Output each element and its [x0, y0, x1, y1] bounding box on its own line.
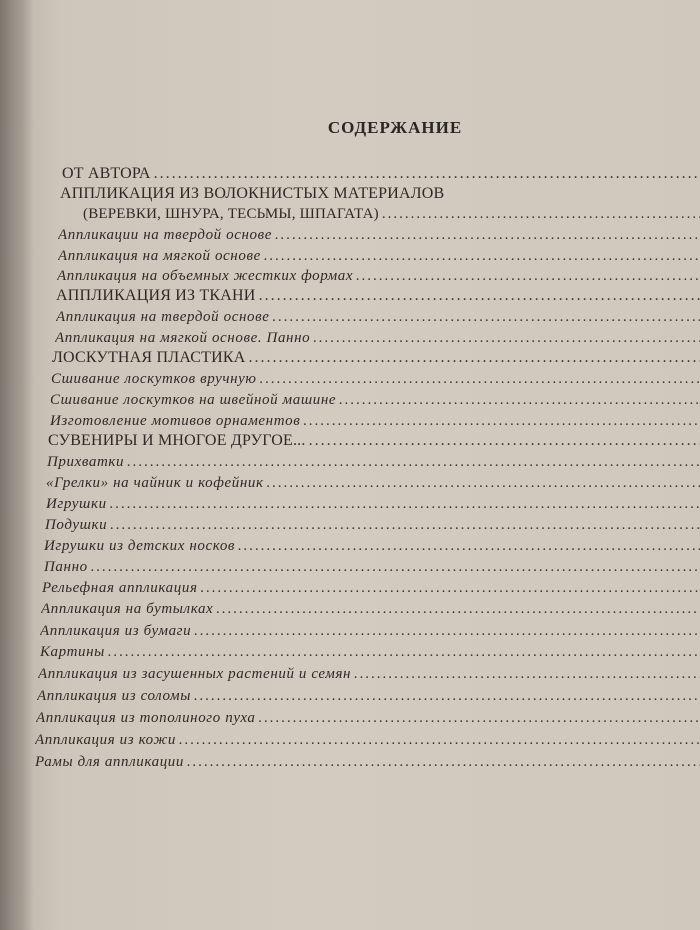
toc-entry — [42, 580, 700, 597]
leader-dots — [313, 330, 700, 347]
leader-dots — [260, 371, 700, 388]
toc-entry-label: СУВЕНИРЫ И МНОГОЕ ДРУГОЕ... — [48, 432, 306, 449]
toc-entry-label: Аппликация на мягкой основе. Панно — [55, 330, 311, 346]
toc-entry — [46, 496, 700, 513]
leader-dots — [194, 688, 700, 705]
toc-entry-label: Изготовление мотивов орнаментов — [50, 413, 301, 429]
toc-entry-label: Картины — [40, 644, 105, 660]
toc-entry — [60, 185, 700, 203]
toc-entry-label: ОТ АВТОРА — [62, 165, 151, 182]
toc-entry-label: Аппликация на мягкой основе — [58, 248, 261, 264]
toc-entry-label: Аппликация из тополиного пуха — [36, 710, 256, 726]
leader-dots — [108, 644, 700, 661]
toc-entry-label: «Грелки» на чайник и кофейник — [46, 475, 264, 491]
page-title: СОДЕРЖАНИЕ — [327, 118, 463, 137]
leader-dots — [264, 248, 700, 265]
toc-entry-label: Рельефная аппликация — [42, 580, 198, 596]
leader-dots — [179, 732, 700, 749]
toc-entry — [35, 732, 700, 749]
toc-entry-label: Аппликация на бутылках — [41, 601, 214, 617]
toc-entry-label: Аппликации на твердой основе — [58, 227, 272, 243]
toc-entry — [40, 623, 700, 640]
toc-entry — [44, 538, 700, 555]
toc-entry-label: (ВЕРЕВКИ, ШНУРА, ТЕСЬМЫ, ШПАГАТА) — [83, 206, 379, 222]
toc-entry — [48, 432, 700, 450]
toc-entry-label: Панно — [44, 559, 88, 575]
leader-dots — [154, 165, 700, 183]
toc-entry — [57, 268, 700, 285]
leader-dots — [249, 349, 700, 367]
toc-entry — [37, 688, 700, 705]
toc-entry — [58, 227, 700, 244]
toc-entry — [45, 517, 700, 534]
toc-entry-label: Аппликация на объемных жестких формах — [57, 268, 354, 284]
toc-entry — [56, 287, 700, 305]
toc-entry — [41, 601, 700, 618]
toc-entry-label: Аппликация из засушенных растений и семян — [38, 666, 352, 682]
toc-entry-label: АППЛИКАЦИЯ ИЗ ВОЛОКНИСТЫХ МАТЕРИАЛОВ — [60, 185, 445, 202]
leader-dots — [194, 623, 700, 640]
toc-entry — [51, 371, 700, 388]
toc-entry — [35, 754, 700, 771]
leader-dots — [110, 517, 700, 534]
toc-entry-label: ЛОСКУТНАЯ ПЛАСТИКА — [52, 349, 246, 366]
leader-dots — [201, 580, 700, 597]
toc-entry — [83, 206, 700, 223]
leader-dots — [238, 538, 700, 555]
toc-entry-label: Прихватки — [47, 454, 125, 470]
leader-dots — [187, 754, 700, 771]
toc-entry — [55, 330, 700, 347]
leader-dots — [339, 392, 700, 409]
leader-dots — [309, 432, 700, 450]
toc-entry — [40, 644, 700, 661]
toc-entry-label: Аппликация из соломы — [37, 688, 191, 704]
leader-dots — [259, 710, 700, 727]
toc-entry — [36, 710, 700, 727]
leader-dots — [272, 309, 700, 326]
toc-entry-label: Аппликация из кожи — [35, 732, 176, 748]
toc-entry-label: Рамы для аппликации — [35, 754, 185, 770]
toc-entry — [50, 392, 700, 409]
toc-entry-label: Аппликация на твердой основе — [56, 309, 270, 325]
toc-entry — [52, 349, 700, 367]
toc-entry — [62, 165, 700, 183]
toc-entry — [56, 309, 700, 326]
leader-dots — [216, 601, 700, 618]
leader-dots — [275, 227, 700, 244]
toc-entry-label: Аппликация из бумаги — [40, 623, 192, 639]
toc-entry-label: Подушки — [45, 517, 108, 533]
leader-dots — [110, 496, 700, 513]
toc-entry — [38, 666, 700, 683]
toc-entry-label: АППЛИКАЦИЯ ИЗ ТКАНИ — [56, 287, 256, 304]
toc-entry-label: Игрушки из детских носков — [44, 538, 236, 554]
leader-dots — [91, 559, 700, 576]
leader-dots — [356, 268, 700, 285]
toc-entry-label: Сшивание лоскутков на швейной машине — [50, 392, 337, 408]
toc-entry-label: Игрушки — [46, 496, 107, 512]
leader-dots — [382, 206, 700, 223]
toc-entry — [47, 454, 700, 471]
leader-dots — [127, 454, 700, 471]
leader-dots — [354, 666, 700, 683]
leader-dots — [303, 413, 700, 430]
toc-entry — [58, 248, 700, 265]
toc-entry-label: Сшивание лоскутков вручную — [51, 371, 257, 387]
toc-entry — [44, 559, 700, 576]
leader-dots — [267, 475, 700, 492]
leader-dots — [259, 287, 700, 305]
toc-entry — [46, 475, 700, 492]
toc-entry — [50, 413, 700, 430]
